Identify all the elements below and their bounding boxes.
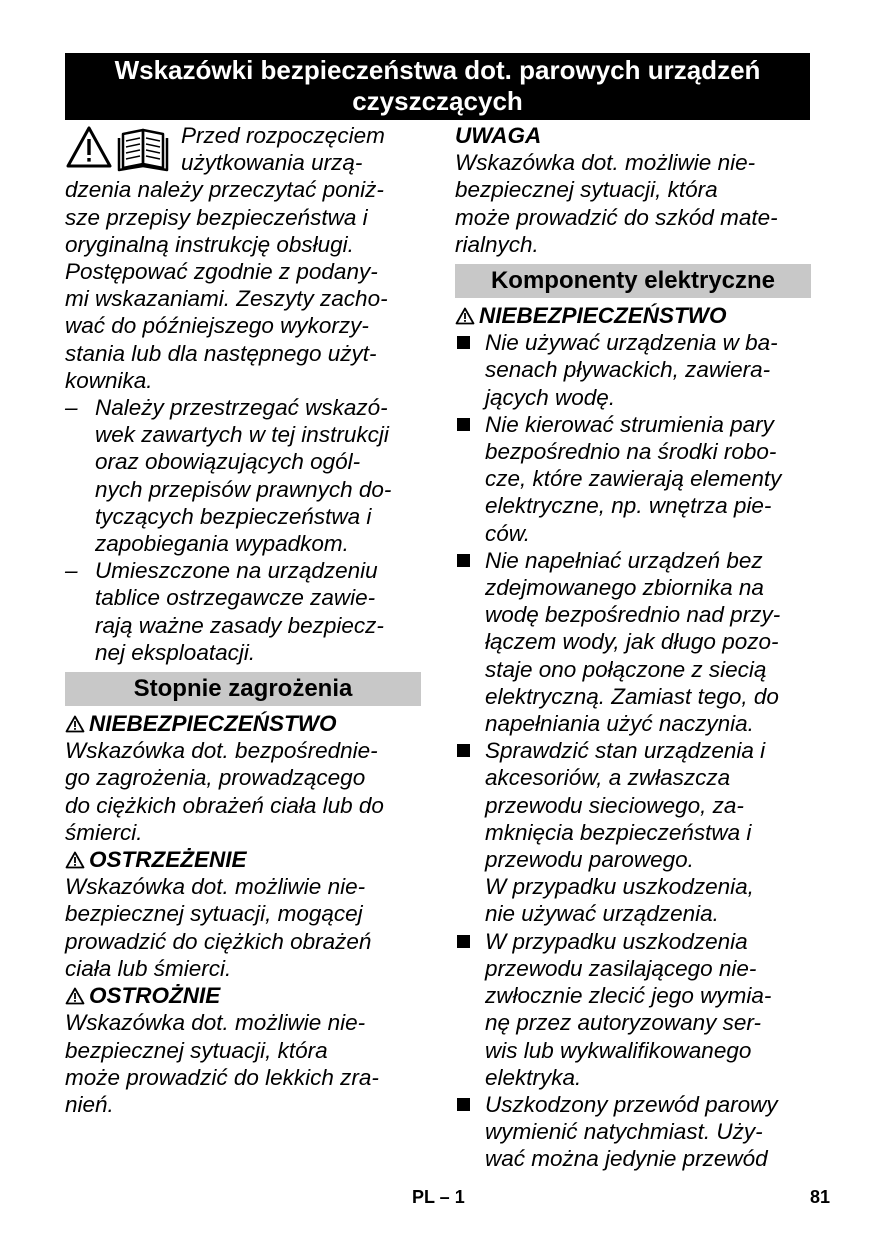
dash-item-line: wek zawartych w tej instrukcji bbox=[95, 422, 389, 448]
intro-line: wać do późniejszego wykorzy- bbox=[65, 313, 369, 339]
warning-triangle-icon bbox=[65, 715, 85, 733]
text-line: prowadzić do ciężkich obrażeń bbox=[65, 928, 372, 954]
page-title-line-2: czyszczących bbox=[352, 86, 523, 116]
intro-line: Przed rozpoczęciem bbox=[181, 123, 385, 148]
text-line: Wskazówka dot. możliwie nie- bbox=[65, 1010, 366, 1036]
text-line: elektryczną. Zamiast tego, do bbox=[485, 683, 779, 709]
intro-line: Postępować zgodnie z podany- bbox=[65, 259, 378, 285]
text-line: Uszkodzony przewód parowy bbox=[485, 1091, 778, 1117]
bullet-item bbox=[455, 1091, 811, 1173]
text-line: staje ono połączone z siecią bbox=[485, 656, 767, 682]
text-line: jących wodę. bbox=[485, 384, 616, 410]
dash-list-item bbox=[65, 557, 421, 666]
text-line: cze, które zawierają elementy bbox=[485, 466, 782, 492]
dash-item-line: Umieszczone na urządzeniu bbox=[95, 558, 378, 584]
dash-item-line: nej eksploatacji. bbox=[95, 639, 256, 665]
bullet-item bbox=[455, 329, 811, 411]
open-book-icon bbox=[119, 130, 167, 170]
signal-word-danger bbox=[455, 302, 811, 329]
signal-word-label: OSTROŻNIE bbox=[89, 983, 221, 1009]
right-column bbox=[455, 122, 811, 1173]
text-line: może prowadzić do lekkich zra- bbox=[65, 1064, 379, 1090]
dash-item-line: oraz obowiązujących ogól- bbox=[95, 449, 361, 475]
dash-item-line: tablice ostrzegawcze zawie- bbox=[95, 585, 376, 611]
dash-symbol: – bbox=[65, 558, 78, 584]
text-line: wać można jedynie przewód bbox=[485, 1146, 768, 1172]
intro-line: stania lub dla następnego użyt- bbox=[65, 340, 377, 366]
text-line: Sprawdzić stan urządzenia i bbox=[485, 738, 766, 764]
text-line: wodę bezpośrednio nad przy- bbox=[485, 602, 781, 628]
text-line: mknięcia bezpieczeństwa i bbox=[485, 819, 752, 845]
warning-triangle-icon bbox=[65, 851, 85, 869]
left-column bbox=[65, 122, 421, 1118]
signal-word-caution bbox=[65, 982, 421, 1009]
dash-symbol: – bbox=[65, 395, 78, 421]
text-line: bezpiecznej sytuacji, która bbox=[65, 1037, 328, 1063]
text-line: W przypadku uszkodzenia bbox=[485, 928, 748, 954]
text-line: akcesoriów, a zwłaszcza bbox=[485, 765, 731, 791]
signal-description bbox=[65, 737, 421, 846]
warning-triangle-icon bbox=[455, 307, 475, 325]
text-line: senach pływackich, zawiera- bbox=[485, 357, 771, 383]
text-line: W przypadku uszkodzenia, bbox=[485, 874, 754, 900]
signal-word-label: OSTRZEŻENIE bbox=[89, 847, 247, 873]
signal-word-label: NIEBEZPIECZEŃSTWO bbox=[479, 303, 727, 329]
text-line: może prowadzić do szkód mate- bbox=[455, 204, 778, 230]
text-line: bezpośrednio na środki robo- bbox=[485, 439, 777, 465]
bullet-square-icon bbox=[457, 418, 470, 431]
text-line: zwłocznie zlecić jego wymia- bbox=[485, 983, 772, 1009]
intro-paragraph bbox=[65, 122, 421, 394]
text-line: ciała lub śmierci. bbox=[65, 955, 232, 981]
bullet-square-icon bbox=[457, 554, 470, 567]
bullet-square-icon bbox=[457, 336, 470, 349]
dash-item-line: rają ważne zasady bezpiecz- bbox=[95, 612, 384, 638]
footer-page-number: 81 bbox=[810, 1187, 831, 1207]
text-line: go zagrożenia, prowadzącego bbox=[65, 765, 366, 791]
dash-item-line: Należy przestrzegać wskazó- bbox=[95, 395, 388, 421]
section-heading-hazard-levels: Stopnie zagrożenia bbox=[65, 672, 421, 706]
text-line: zdejmowanego zbiornika na bbox=[485, 575, 764, 601]
intro-line: dzenia należy przeczytać poniż- bbox=[65, 177, 384, 203]
text-line: bezpiecznej sytuacji, która bbox=[455, 177, 718, 203]
signal-word-danger bbox=[65, 710, 421, 737]
intro-line: kownika. bbox=[65, 367, 153, 393]
text-line: do ciężkich obrażeń ciała lub do bbox=[65, 792, 384, 818]
intro-line: oryginalną instrukcję obsługi. bbox=[65, 231, 354, 257]
text-line: wis lub wykwalifikowanego bbox=[485, 1037, 752, 1063]
text-line: Nie napełniać urządzeń bez bbox=[485, 547, 763, 573]
text-line: rialnych. bbox=[455, 231, 539, 257]
text-line: łączem wody, jak długo pozo- bbox=[485, 629, 779, 655]
text-line: przewodu parowego. bbox=[485, 847, 694, 873]
bullet-square-icon bbox=[457, 744, 470, 757]
dash-item-line: tyczących bezpieczeństwa i bbox=[95, 503, 372, 529]
warning-triangle-icon bbox=[65, 987, 85, 1005]
warning-triangle-icon bbox=[68, 128, 110, 166]
bullet-item bbox=[455, 547, 811, 737]
bullet-item bbox=[455, 411, 811, 547]
text-line: ców. bbox=[485, 520, 531, 546]
section-heading-electrical: Komponenty elektryczne bbox=[455, 264, 811, 298]
signal-description bbox=[455, 149, 811, 258]
signal-description bbox=[65, 873, 421, 982]
text-line: Wskazówka dot. możliwie nie- bbox=[65, 874, 366, 900]
bullet-item bbox=[455, 737, 811, 927]
text-line: Wskazówka dot. bezpośrednie- bbox=[65, 738, 378, 764]
signal-word-label: NIEBEZPIECZEŃSTWO bbox=[89, 711, 337, 737]
page-title bbox=[65, 53, 810, 120]
text-line: przewodu zasilającego nie- bbox=[485, 955, 757, 981]
signal-word-notice: UWAGA bbox=[455, 123, 542, 148]
text-line: śmierci. bbox=[65, 819, 143, 845]
footer-language-page: PL – 1 bbox=[412, 1187, 465, 1207]
signal-word-warning bbox=[65, 846, 421, 873]
text-line: Wskazówka dot. możliwie nie- bbox=[455, 150, 756, 176]
dash-item-line: zapobiegania wypadkom. bbox=[95, 531, 349, 557]
signal-description bbox=[65, 1009, 421, 1118]
text-line: nień. bbox=[65, 1091, 114, 1117]
text-line: elektryka. bbox=[485, 1064, 582, 1090]
text-line: nie używać urządzenia. bbox=[485, 901, 719, 927]
intro-icons bbox=[65, 122, 177, 172]
text-line: nę przez autoryzowany ser- bbox=[485, 1010, 761, 1036]
page-title-line-1: Wskazówki bezpieczeństwa dot. parowych urządzeń bbox=[114, 55, 761, 85]
text-line: elektryczne, np. wnętrza pie- bbox=[485, 493, 772, 519]
text-line: przewodu sieciowego, za- bbox=[485, 792, 744, 818]
bullet-square-icon bbox=[457, 935, 470, 948]
text-line: bezpiecznej sytuacji, mogącej bbox=[65, 901, 363, 927]
text-line: Nie kierować strumienia pary bbox=[485, 411, 774, 437]
bullet-square-icon bbox=[457, 1098, 470, 1111]
bullet-item bbox=[455, 928, 811, 1091]
dash-list-item bbox=[65, 394, 421, 557]
text-line: napełniania użyć naczynia. bbox=[485, 711, 754, 737]
dash-item-line: nych przepisów prawnych do- bbox=[95, 476, 392, 502]
intro-line: mi wskazaniami. Zeszyty zacho- bbox=[65, 286, 388, 312]
text-line: wymienić natychmiast. Uży- bbox=[485, 1119, 763, 1145]
text-line: Nie używać urządzenia w ba- bbox=[485, 330, 778, 356]
intro-line: użytkowania urzą- bbox=[181, 150, 363, 176]
intro-line: sze przepisy bezpieczeństwa i bbox=[65, 204, 368, 230]
